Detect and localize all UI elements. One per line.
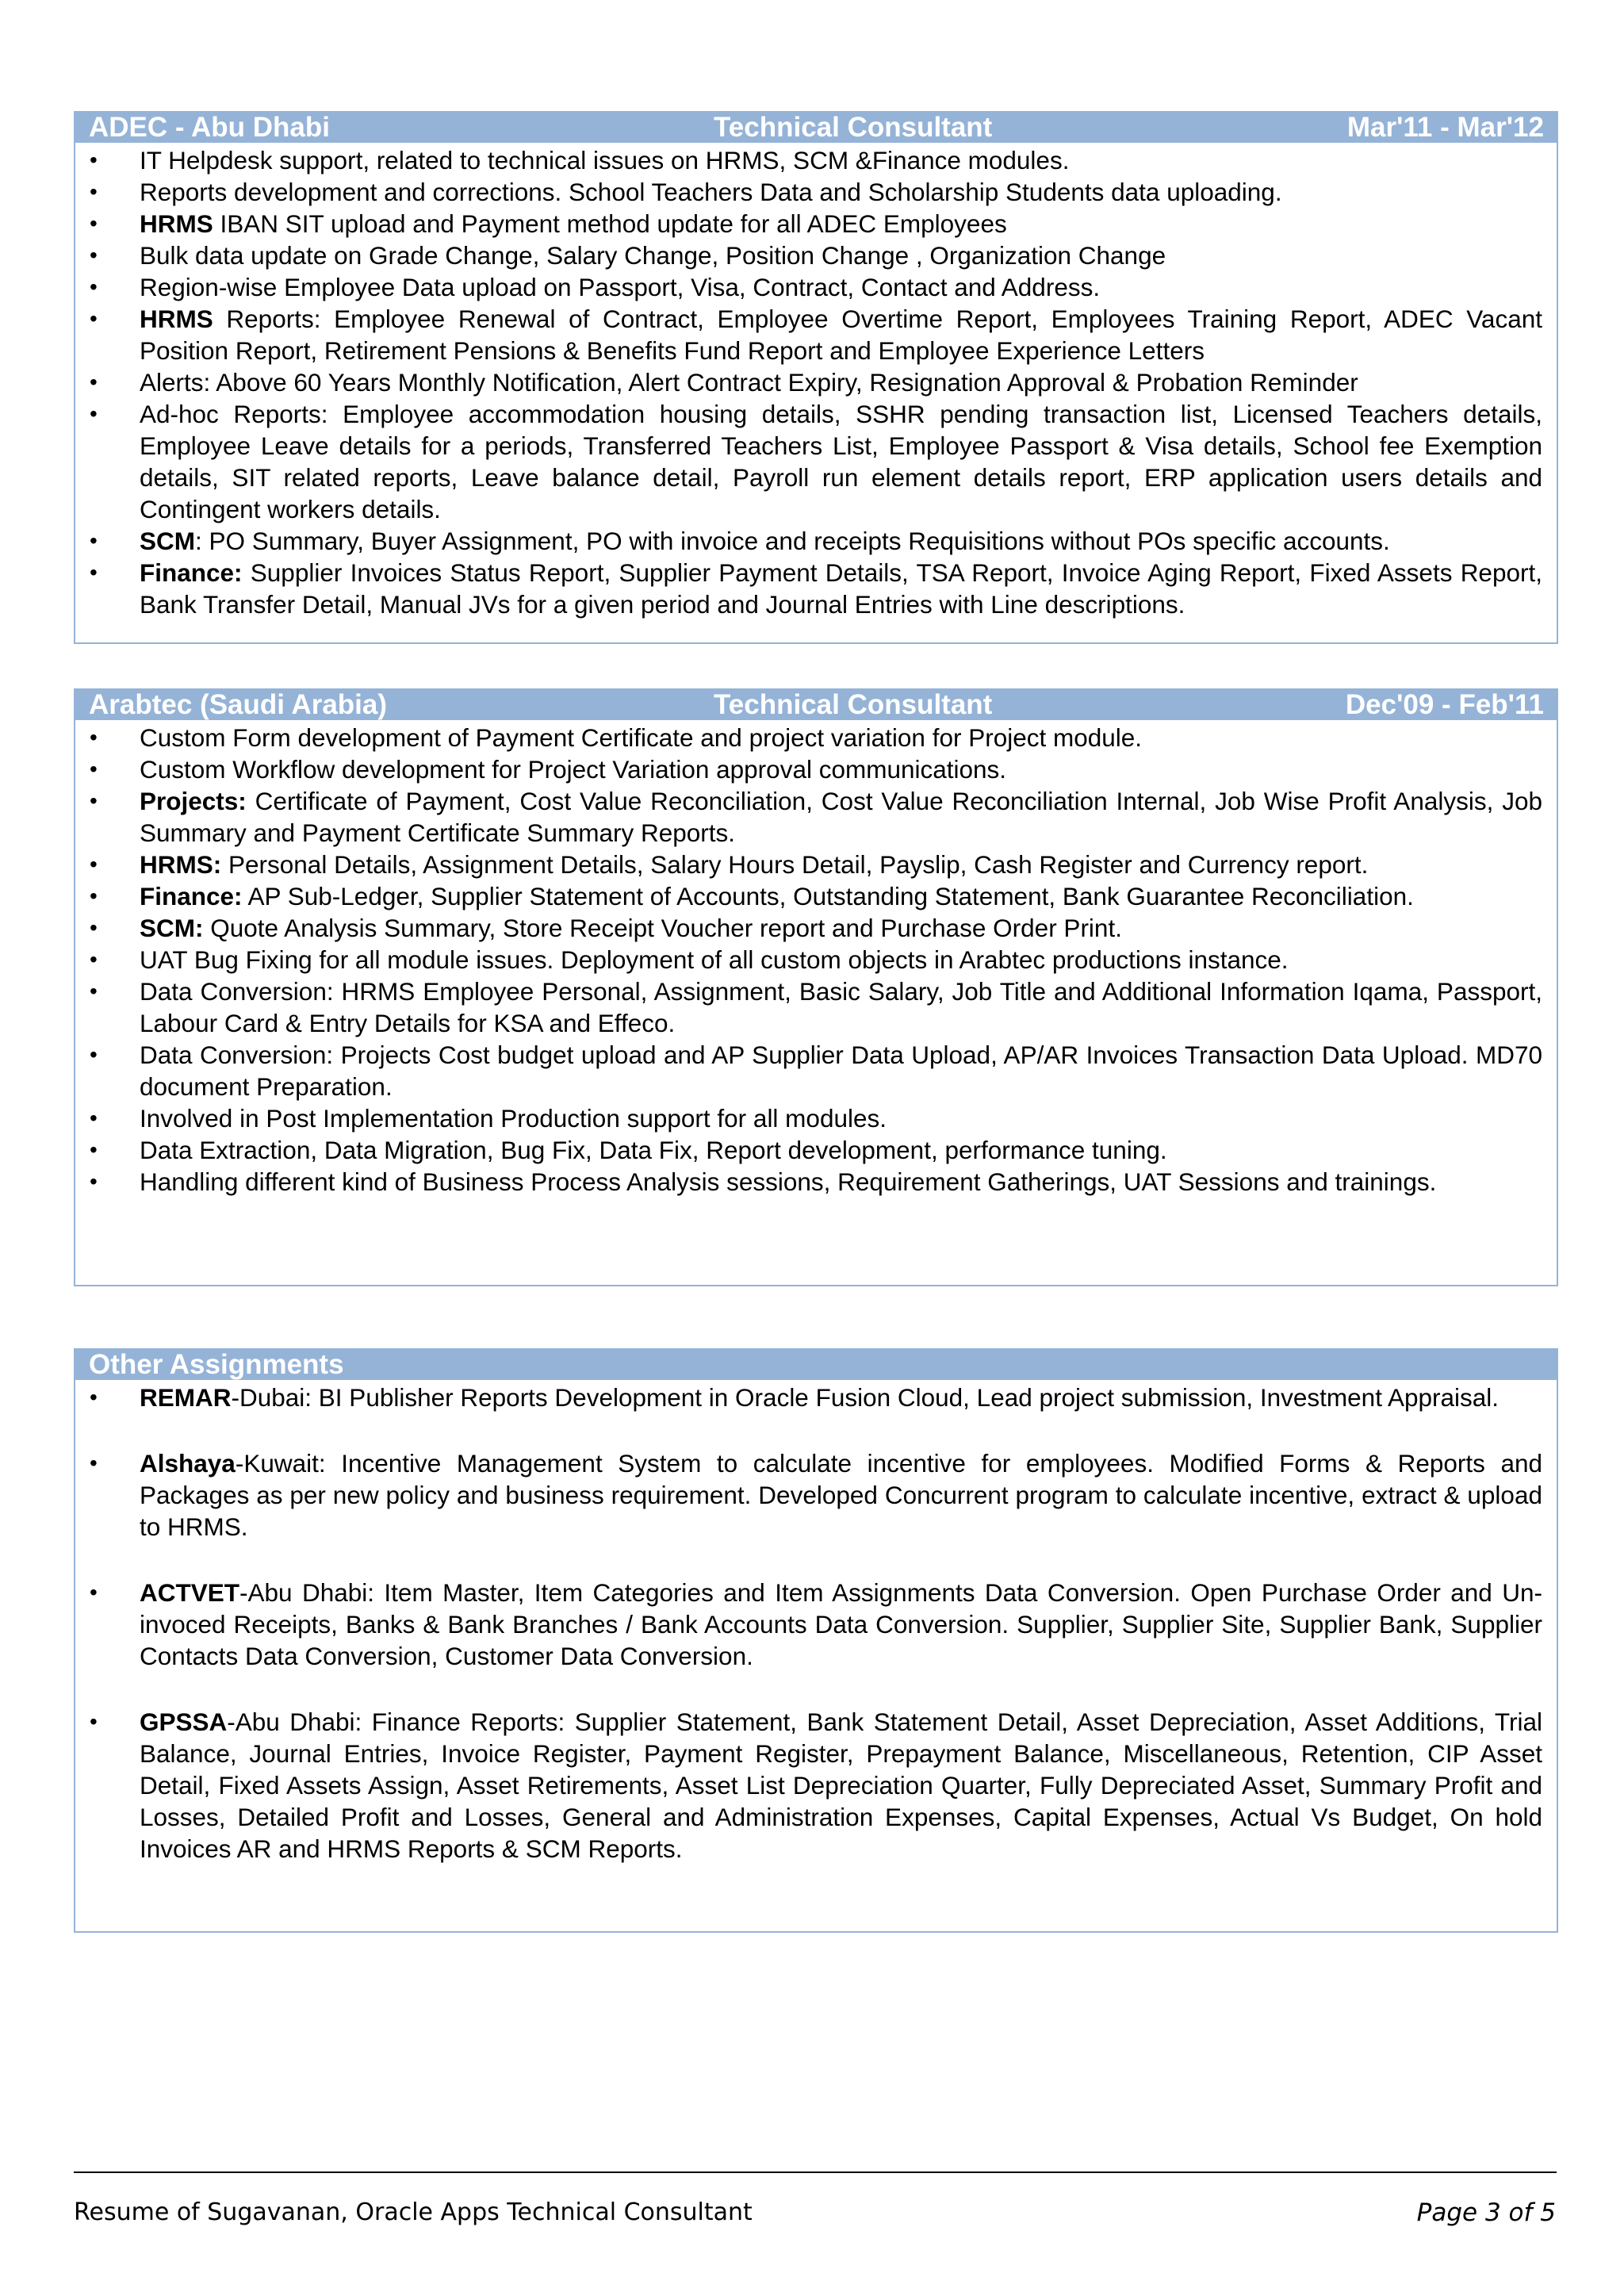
other-assignments-section	[74, 1348, 1558, 1933]
bullet-icon: •	[90, 852, 98, 876]
role-title: Technical Consultant	[714, 689, 993, 720]
bullet-icon: •	[90, 757, 98, 781]
section-header	[75, 113, 1557, 143]
bullet-icon: •	[90, 884, 98, 908]
item-text: Supplier Invoices Status Report, Supplier Payment Details, TSA Report, Invoice Aging Report, Fixed Assets Report, Bank Transfer Detail, Manual JVs for a given period and Journal Entries with Line descriptions.	[140, 558, 1542, 619]
item-text: Data Conversion: HRMS Employee Personal, Assignment, Basic Salary, Job Title and Additional Information Iqama, Passport, Labour Card & Entry Details for KSA and Effeco.	[140, 977, 1542, 1037]
page-number: Page 3 of 5	[1416, 2198, 1556, 2227]
bullet-icon: •	[90, 788, 98, 813]
bullet-icon: •	[90, 528, 98, 553]
bullet-icon: •	[90, 725, 98, 749]
bullet-icon: •	[90, 1106, 98, 1130]
bullet-icon: •	[90, 179, 98, 204]
item-label: Finance:	[140, 882, 243, 910]
item-text: UAT Bug Fixing for all module issues. Deployment of all custom objects in Arabtec productions instance.	[140, 945, 1289, 974]
item-text: Alerts: Above 60 Years Monthly Notification, Alert Contract Expiry, Resignation Approval & Probation Reminder	[140, 368, 1358, 397]
item-label: HRMS:	[140, 850, 222, 879]
section-header	[75, 690, 1557, 720]
list-item	[75, 722, 1542, 753]
bullet-icon: •	[90, 1137, 98, 1162]
date-range: Dec'09 - Feb'11	[1345, 689, 1544, 720]
bullet-list	[75, 143, 1557, 620]
footer-document-title: Resume of Sugavanan, Oracle Apps Technical Consultant	[74, 2198, 753, 2226]
list-item	[75, 1706, 1542, 1865]
experience-section-arabtec	[74, 688, 1558, 1286]
item-text: Personal Details, Assignment Details, Salary Hours Detail, Payslip, Cash Register and Currency report.	[221, 850, 1369, 879]
item-text: Custom Form development of Payment Certificate and project variation for Project module.	[140, 723, 1143, 752]
bullet-icon: •	[90, 947, 98, 972]
item-text: Bulk data update on Grade Change, Salary Change, Position Change , Organization Change	[140, 241, 1166, 270]
list-item	[75, 525, 1542, 557]
item-label: HRMS	[140, 209, 213, 238]
list-item	[75, 944, 1542, 976]
list-item	[75, 144, 1542, 176]
list-item	[75, 1382, 1542, 1413]
bullet-icon: •	[90, 979, 98, 1003]
bullet-icon: •	[90, 274, 98, 299]
item-text: Reports development and corrections. School Teachers Data and Scholarship Students data uploading.	[140, 178, 1282, 206]
item-text: Involved in Post Implementation Production support for all modules.	[140, 1104, 887, 1133]
list-item	[75, 753, 1542, 785]
bullet-icon: •	[90, 370, 98, 394]
item-text: Data Extraction, Data Migration, Bug Fix, Data Fix, Report development, performance tuning.	[140, 1136, 1167, 1164]
bullet-icon: •	[90, 560, 98, 585]
item-text: Data Conversion: Projects Cost budget upload and AP Supplier Data Upload, AP/AR Invoices Transaction Data Upload. MD70 document Preparation.	[140, 1041, 1542, 1101]
bullet-list	[75, 1380, 1557, 1865]
experience-section-adec	[74, 111, 1558, 644]
item-text: IT Helpdesk support, related to technical issues on HRMS, SCM &Finance modules.	[140, 146, 1070, 174]
item-label: SCM	[140, 527, 195, 555]
list-item	[75, 880, 1542, 912]
section-title: Other Assignments	[89, 1349, 344, 1380]
item-label: SCM:	[140, 914, 204, 942]
item-text: Custom Workflow development for Project Variation approval communications.	[140, 755, 1007, 784]
item-label: REMAR	[140, 1383, 232, 1412]
item-label: HRMS	[140, 305, 213, 333]
item-text: -Kuwait: Incentive Management System to calculate incentive for employees. Modified Forms & Reports and Packages as per new policy and business requirement. Developed Concurrent program to calculate incentive, extract & upload to HRMS.	[140, 1449, 1542, 1541]
item-text: Region-wise Employee Data upload on Passport, Visa, Contract, Contact and Address.	[140, 273, 1101, 301]
item-text: Reports: Employee Renewal of Contract, Employee Overtime Report, Employees Training Report, ADEC Vacant Position Report, Retirement Pensions & Benefits Fund Report and Employee Experience Letters	[140, 305, 1542, 365]
item-text: -Dubai: BI Publisher Reports Development in Oracle Fusion Cloud, Lead project submission, Investment Appraisal.	[231, 1383, 1500, 1412]
list-item	[75, 557, 1542, 620]
item-text: AP Sub-Ledger, Supplier Statement of Accounts, Outstanding Statement, Bank Guarantee Reconciliation.	[242, 882, 1414, 910]
section-header	[75, 1350, 1557, 1380]
list-item	[75, 785, 1542, 849]
list-item	[75, 976, 1542, 1039]
bullet-icon: •	[90, 1385, 98, 1409]
item-text: -Abu Dhabi: Finance Reports: Supplier Statement, Bank Statement Detail, Asset Depreciation, Asset Additions, Trial Balance, Journal Entries, Invoice Register, Payment Register, Prepayment Balance, Miscellaneous, Retention, CIP Asset Detail, Fixed Assets Assign, Asset Retirements, Asset List Depreciation Quarter, Fully Depreciated Asset, Summary Profit and Losses, Detailed Profit and Losses, General and Administration Expenses, Capital Expenses, Actual Vs Budget, On hold Invoices AR and HRMS Reports & SCM Reports.	[140, 1708, 1542, 1863]
bullet-icon: •	[90, 401, 98, 426]
bullet-icon: •	[90, 211, 98, 236]
item-label: Projects:	[140, 787, 247, 815]
item-text: Certificate of Payment, Cost Value Reconciliation, Cost Value Reconciliation Internal, Job Wise Profit Analysis, Job Summary and Payment Certificate Summary Reports.	[140, 787, 1542, 847]
item-label: ACTVET	[140, 1578, 239, 1607]
list-item	[75, 366, 1542, 398]
item-text: -Abu Dhabi: Item Master, Item Categories and Item Assignments Data Conversion. Open Purchase Order and Un-invoced Receipts, Banks & Bank Branches / Bank Accounts Data Conversion. Supplier, Supplier Site, Supplier Bank, Supplier Contacts Data Conversion, Customer Data Conversion.	[140, 1578, 1542, 1670]
list-item	[75, 1102, 1542, 1134]
date-range: Mar'11 - Mar'12	[1346, 112, 1544, 143]
bullet-icon: •	[90, 243, 98, 267]
item-label: GPSSA	[140, 1708, 228, 1736]
item-label: Alshaya	[140, 1449, 236, 1478]
item-text: IBAN SIT upload and Payment method update for all ADEC Employees	[213, 209, 1007, 238]
organization-name: ADEC - Abu Dhabi	[89, 112, 330, 143]
bullet-icon: •	[90, 1580, 98, 1604]
list-item	[75, 240, 1542, 271]
bullet-icon: •	[90, 306, 98, 331]
list-item	[75, 176, 1542, 208]
item-label: Finance:	[140, 558, 243, 587]
list-item	[75, 1447, 1542, 1543]
bullet-icon: •	[90, 1451, 98, 1475]
bullet-icon: •	[90, 1042, 98, 1067]
bullet-icon: •	[90, 915, 98, 940]
list-item	[75, 1577, 1542, 1672]
item-text: Handling different kind of Business Process Analysis sessions, Requirement Gatherings, UAT Sessions and trainings.	[140, 1167, 1437, 1196]
list-item	[75, 1134, 1542, 1166]
item-text: Quote Analysis Summary, Store Receipt Voucher report and Purchase Order Print.	[203, 914, 1122, 942]
list-item	[75, 303, 1542, 366]
list-item	[75, 849, 1542, 880]
bullet-icon: •	[90, 1709, 98, 1734]
list-item	[75, 1166, 1542, 1198]
role-title: Technical Consultant	[714, 112, 993, 143]
list-item	[75, 208, 1542, 240]
organization-name: Arabtec (Saudi Arabia)	[89, 689, 388, 720]
list-item	[75, 1039, 1542, 1102]
list-item	[75, 398, 1542, 525]
list-item	[75, 271, 1542, 303]
item-text: Ad-hoc Reports: Employee accommodation housing details, SSHR pending transaction list, Licensed Teachers details, Employee Leave details for a periods, Transferred Teachers List, Employee Passport & Visa details, School fee Exemption details, SIT related reports, Leave balance detail, Payroll run element details report, ERP application users details and Contingent workers details.	[140, 400, 1542, 523]
list-item	[75, 912, 1542, 944]
footer-divider	[74, 2171, 1557, 2173]
bullet-list	[75, 720, 1557, 1198]
bullet-icon: •	[90, 1169, 98, 1194]
bullet-icon: •	[90, 148, 98, 172]
item-text: : PO Summary, Buyer Assignment, PO with invoice and receipts Requisitions without POs specific accounts.	[195, 527, 1390, 555]
